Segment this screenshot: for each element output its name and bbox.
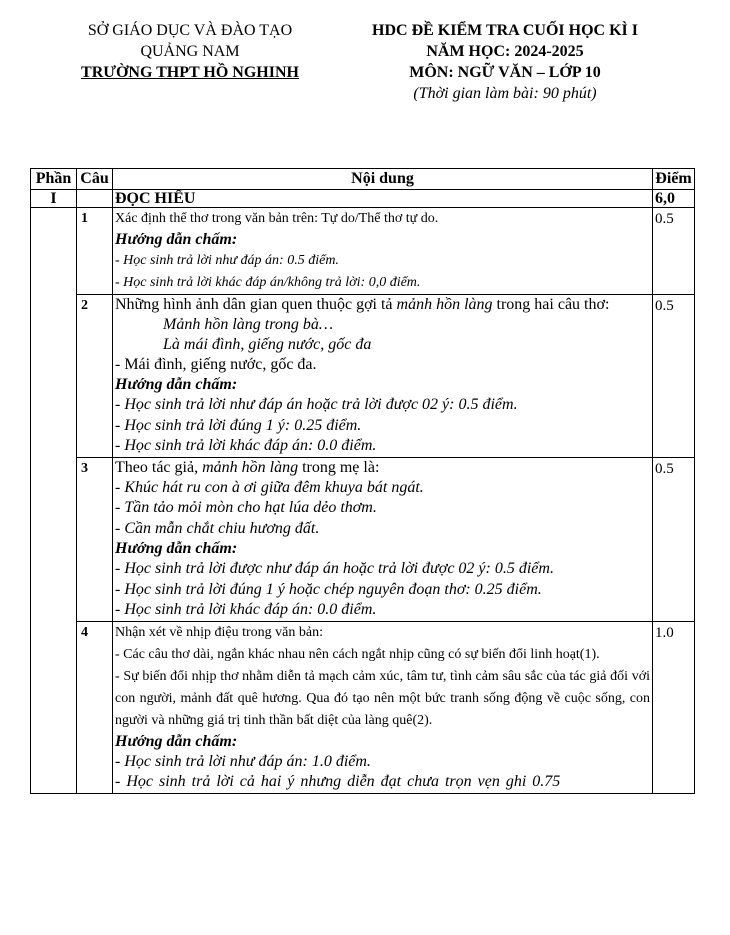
question-number: 1	[77, 208, 113, 295]
answer-text: Xác định thể thơ trong văn bản trên: Tự do/Thể thơ tự do.	[115, 211, 439, 226]
grading-guide-item: - Học sinh trả lời đúng 1 ý: 0.25 điểm.	[115, 416, 362, 434]
question-content	[113, 457, 653, 621]
grading-table	[30, 168, 695, 794]
question-content	[113, 295, 653, 458]
grading-guide-item: - Học sinh trả lời đúng 1 ý hoặc chép nguyên đoạn thơ: 0.25 điểm.	[115, 580, 542, 598]
grading-guide-item: - Học sinh trả lời khác đáp án/không trả lời: 0,0 điểm.	[115, 275, 421, 290]
emphasis-text: mảnh hồn làng	[396, 296, 493, 313]
question-score: 1.0	[653, 621, 695, 793]
grading-guide-item: - Học sinh trả lời khác đáp án: 0.0 điểm.	[115, 437, 377, 454]
question-number: 3	[77, 457, 113, 621]
header-cau: Câu	[77, 169, 113, 190]
grading-guide-item: - Học sinh trả lời cả hai ý nhưng diễn đạt chưa trọn vẹn ghi 0.75	[115, 773, 561, 790]
grading-guide-label: Hướng dẫn chấm:	[115, 732, 238, 750]
question-content	[113, 208, 653, 295]
school-year: NĂM HỌC: 2024-2025	[426, 43, 584, 60]
question-score: 0.5	[653, 457, 695, 621]
document-header	[0, 20, 730, 120]
section-title: ĐỌC HIỂU	[113, 190, 653, 208]
header-right	[345, 20, 665, 104]
question-content	[113, 621, 653, 793]
province-name: QUẢNG NAM	[140, 43, 240, 60]
table-row	[31, 295, 695, 458]
grading-guide-item: - Học sinh trả lời như đáp án: 0.5 điểm.	[115, 253, 339, 268]
question-text: Những hình ảnh dân gian quen thuộc gợi tả mảnh hồn làng trong hai câu thơ:	[115, 296, 610, 313]
poem-line: Mảnh hồn làng trong bà…	[163, 316, 334, 333]
header-phan: Phần	[31, 169, 77, 190]
question-score: 0.5	[653, 295, 695, 458]
school-name: TRƯỜNG THPT HỒ NGHINH	[81, 64, 299, 81]
grading-guide-item: - Học sinh trả lời như đáp án: 1.0 điểm.	[115, 752, 371, 770]
poem-line: Là mái đình, giếng nước, gốc đa	[163, 336, 372, 353]
question-text: Nhận xét về nhịp điệu trong văn bản:	[115, 624, 324, 640]
grading-guide-item: - Học sinh trả lời được như đáp án hoặc trả lời được 02 ý: 0.5 điểm.	[115, 560, 554, 577]
section-number: I	[31, 190, 77, 208]
answer-item: - Các câu thơ dài, ngắn khác nhau nên cách ngắt nhịp cũng có sự biến đổi linh hoạt(1).	[115, 646, 600, 662]
grading-guide-label: Hướng dẫn chấm:	[115, 231, 238, 248]
question-number: 4	[77, 621, 113, 793]
header-noidung: Nội dung	[113, 169, 653, 190]
table-header-row	[31, 169, 695, 190]
answer-item: - Khúc hát ru con à ơi giữa đêm khuya bát ngát.	[115, 478, 424, 496]
subject-line: MÔN: NGỮ VĂN – LỚP 10	[409, 64, 601, 81]
answer-item: - Cần mẫn chắt chiu hương đất.	[115, 519, 320, 537]
emphasis-text: mảnh hồn làng	[202, 458, 299, 476]
question-score: 0.5	[653, 208, 695, 295]
question-text: Theo tác giả, mảnh hồn làng trong mẹ là:	[115, 458, 380, 476]
grading-guide-label: Hướng dẫn chấm:	[115, 540, 238, 557]
header-left	[50, 20, 330, 83]
question-number: 2	[77, 295, 113, 458]
section-row	[31, 190, 695, 208]
document-title: HDC ĐỀ KIỂM TRA CUỐI HỌC KÌ I	[372, 22, 638, 39]
table-row	[31, 621, 695, 793]
answer-text: - Mái đình, giếng nước, gốc đa.	[115, 356, 317, 373]
section-score: 6,0	[653, 190, 695, 208]
department-name: SỞ GIÁO DỤC VÀ ĐÀO TẠO	[87, 22, 293, 39]
header-diem: Điểm	[653, 169, 695, 190]
table-row	[31, 208, 695, 295]
answer-item: - Sự biến đổi nhịp thơ nhằm diễn tả mạch cảm xúc, tâm tư, tình cảm sâu sắc của tác giả đối với con người, mảnh đất quê hương. Qua đó tạo nên một bức tranh sống động về cuộc sống, con người và những giá trị tinh thần bất diệt của làng quê(2).	[115, 668, 650, 728]
grading-guide-item: - Học sinh trả lời như đáp án hoặc trả lời được 02 ý: 0.5 điểm.	[115, 396, 518, 413]
grading-guide-item: - Học sinh trả lời khác đáp án: 0.0 điểm.	[115, 601, 377, 618]
exam-duration: (Thời gian làm bài: 90 phút)	[413, 85, 597, 102]
table-row	[31, 457, 695, 621]
grading-guide-label: Hướng dẫn chấm:	[115, 376, 238, 393]
answer-item: - Tần tảo mỏi mòn cho hạt lúa dẻo thơm.	[115, 499, 377, 516]
